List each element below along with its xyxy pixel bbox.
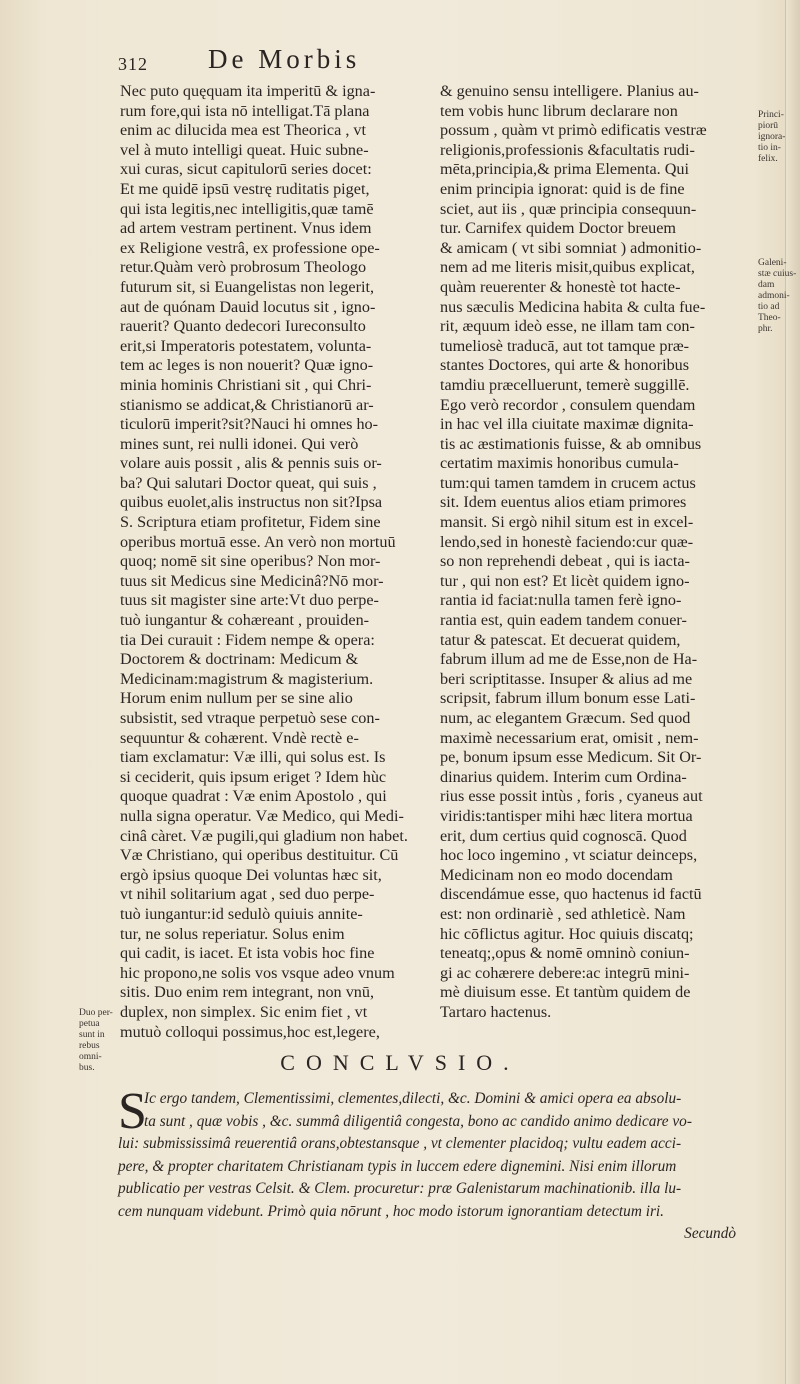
- margin-note-line: rebus: [79, 1041, 100, 1051]
- conclusio-line: lui: submississimâ reuerentiâ orans,obtestansque , vt clementer placidoq; vultu eadem acci-: [118, 1135, 682, 1152]
- text-line: tia Dei curauit : Fidem nempe & opera:: [120, 630, 375, 649]
- text-line: tuus sit Medicus sine Medicinâ?Nō mor-: [120, 571, 384, 590]
- text-line: rit, æquum ideò esse, ne illam tam con-: [440, 317, 695, 336]
- text-line: teneatq;,opus & nomē omninò coniun-: [440, 944, 690, 963]
- text-line: stantes Doctores, qui arte & honoribus: [440, 356, 690, 375]
- text-line: in hac vel illa ciuitate maximæ dignita-: [440, 415, 694, 434]
- running-head: De Morbis: [208, 44, 361, 74]
- text-line: mēta,principia,& prima Elementa. Qui: [440, 160, 690, 179]
- text-line: num, ac elegantem Græcum. Sed quod: [440, 709, 691, 727]
- margin-note-line: Princi-: [758, 110, 784, 120]
- text-line: sitis. Duo enim rem integrant, non vnū,: [120, 983, 375, 1002]
- text-line: tis ac æstimationis fuisse, & ab omnibus: [440, 434, 702, 453]
- text-line: vt nihil solitarium agat , sed duo perpe-: [120, 885, 375, 904]
- text-line: mansit. Si ergò nihil situm est in excel-: [440, 513, 694, 532]
- text-line: rius esse possit intùs , foris , cyaneus aut: [440, 787, 703, 806]
- text-line: sequuntur & cohærent. Vndè rectè e-: [120, 728, 359, 747]
- text-line: Nec puto quęquam ita imperitū & igna-: [120, 82, 376, 100]
- text-line: & amicam ( vt sibi somniat ) admonitio-: [440, 238, 702, 257]
- margin-note-line: Duo per-: [79, 1008, 113, 1018]
- text-line: nulla signa operatur. Væ Medico, qui Medi-: [120, 806, 404, 825]
- text-line: mines sunt, rei nulli idonei. Qui verò: [120, 434, 359, 453]
- text-line: gi ac cohærere debere:ac integrū mini-: [440, 963, 690, 982]
- margin-note-galenists: [758, 258, 797, 335]
- margin-note-line: sunt in: [79, 1030, 105, 1040]
- text-line: ad artem vestram pertinent. Vnus idem: [120, 219, 372, 238]
- text-line: Medicinam:magistrum & magisterium.: [120, 669, 374, 688]
- conclusio-lines: [118, 1083, 758, 1223]
- text-line: Et me quidē ipsū vestrę ruditatis piget,: [120, 179, 370, 198]
- text-line: tiam exclamatur: Væ illi, qui solus est. Is: [120, 748, 386, 767]
- conclusio-line: pere, & propter charitatem Christianam typis in luccem edere dignemini. Nisi enim illorum: [118, 1157, 677, 1175]
- text-line: xui curas, sicut capitulorū series docet:: [120, 160, 372, 179]
- text-line: enim ac dilucida mea est Theorica , vt: [120, 121, 367, 140]
- text-line: enim principia ignorat: quid is de fine: [440, 179, 685, 198]
- text-line: si ceciderit, quis ipsum eriget ? Idem hùc: [120, 767, 387, 786]
- text-line: viridis:tantisper mihi hæc litera mortua: [440, 806, 693, 825]
- text-line: hic propono,ne solis vos vsque adeo vnum: [120, 963, 395, 982]
- text-line: tamdiu præcelluerunt, temerè suggillē.: [440, 375, 690, 394]
- margin-note-line: petua: [79, 1019, 100, 1029]
- text-line: discendámue esse, quo hactenus id factū: [440, 885, 702, 904]
- text-line: so non reprehendi debeat , qui is iacta-: [440, 552, 690, 571]
- text-line: sit. Idem euentus alios etiam primores: [440, 493, 687, 512]
- margin-note-principles: [758, 110, 794, 165]
- catchword: Secundò: [684, 1225, 736, 1242]
- text-line: tem vobis hunc librum declarare non: [440, 101, 678, 120]
- text-line: sciet, aut iis , quæ principia consequun-: [440, 199, 697, 218]
- text-line: tatur & patescat. Et decuerat quidem,: [440, 630, 681, 649]
- text-line: rantia id faciat:nulla tamen ferè igno-: [440, 591, 682, 610]
- text-line: ticulorū imperit?sit?Nauci hi omnes ho-: [120, 415, 379, 434]
- text-line: futurum sit, si Euangelistas non legerit,: [120, 277, 375, 296]
- margin-note-line: phr.: [758, 324, 773, 334]
- margin-note-line: tio ad: [758, 302, 780, 312]
- text-line: tuò iungantur & cohæreant , prouiden-: [120, 611, 370, 630]
- text-line: est: non ordinariè , sed athleticè. Nam: [440, 904, 686, 923]
- text-line: qui ista legitis,nec intelligitis,quæ tamē: [120, 199, 374, 218]
- text-line: operibus mortuā esse. An verò non mortuū: [120, 532, 396, 551]
- conclusio-line: ta sunt , quæ vobis , &c. summâ diligentiâ congesta, bono ac candido animo dedicare vo-: [144, 1112, 692, 1130]
- text-line: Væ Christiano, qui operibus destituitur. Cū: [120, 846, 399, 865]
- text-line: rantia est, quin eadem tandem conuer-: [440, 611, 687, 630]
- conclusio-line: Ic ergo tandem, Clementissimi, clementes,dilecti, &c. Domini & amici opera ea absolu-: [144, 1090, 682, 1107]
- text-line: retur.Quàm verò probrosum Theologo: [120, 258, 367, 277]
- text-line: cinâ càret. Væ pugili,qui gladium non habet.: [120, 826, 408, 845]
- text-line: volare auis possit , alis & pennis suis or-: [120, 454, 382, 473]
- text-line: S. Scriptura etiam profitetur, Fidem sine: [120, 513, 381, 532]
- margin-note-line: stæ cuius-: [758, 269, 797, 279]
- text-line: Ego verò recordor , consulem quendam: [440, 395, 696, 414]
- margin-note-line: ignora-: [758, 132, 786, 142]
- text-line: erit,si Imperatoris potestatem, volunta-: [120, 336, 372, 355]
- text-line: scripsit, fabrum illum bonum esse Lati-: [440, 689, 696, 708]
- text-line: hic cōflictus agitur. Hoc quiuis discatq;: [440, 924, 694, 943]
- left-column: [120, 82, 430, 1042]
- text-line: qui cadit, is iacet. Et ista vobis hoc fine: [120, 944, 375, 963]
- text-line: aut de quónam Dauid locutus sit , igno-: [120, 297, 376, 316]
- text-line: fabrum illum ad me de Esse,non de Ha-: [440, 650, 698, 669]
- text-line: mutuò colloqui possimus,hoc est,legere,: [120, 1022, 380, 1041]
- text-line: lendo,sed in honestè faciendo:cur quæ-: [440, 532, 694, 551]
- text-line: possum , quàm vt primò edificatis vestræ: [440, 121, 707, 140]
- conclusio-line: publicatio per vestras Celsit. & Clem. procuretur: præ Galenistarum machinationib. illa lu-: [118, 1180, 682, 1197]
- margin-note-line: omni-: [79, 1052, 102, 1062]
- text-line: religionis,professionis &facultatis rudi-: [440, 140, 695, 159]
- page-header: [118, 44, 678, 80]
- text-line: hoc loco ingemino , vt sciatur deinceps,: [440, 846, 698, 865]
- right-column: [440, 82, 756, 1023]
- text-line: tur, ne solus reperiatur. Solus enim: [120, 924, 345, 943]
- text-line: & genuino sensu intelligere. Planius au-: [440, 82, 699, 100]
- text-line: quàm reuerenter & honestè tot hacte-: [440, 277, 681, 296]
- text-line: vel à muto intelligi queat. Huic subne-: [120, 140, 369, 159]
- text-line: tur. Carnifex quidem Doctor breuem: [440, 219, 676, 238]
- text-line: nem ad me literis misit,quibus explicat,: [440, 258, 695, 277]
- text-line: maximè necessarium erat, omisit , nem-: [440, 728, 699, 747]
- text-line: certatim maximis honoribus cumula-: [440, 454, 679, 473]
- text-line: quibus euolet,alis instructus non sit?Ipsa: [120, 493, 383, 512]
- text-line: Medicinam non eo modo docendam: [440, 865, 673, 884]
- margin-note-line: dam: [758, 280, 775, 290]
- text-line: dinarius quidem. Interim cum Ordina-: [440, 767, 687, 786]
- text-line: minia hominis Christiani sit , qui Chri-: [120, 375, 372, 394]
- text-line: nus sæculis Medicina habita & culta fue-: [440, 297, 706, 316]
- margin-note-line: Theo-: [758, 313, 781, 323]
- section-title: CONCLVSIO.: [280, 1050, 520, 1075]
- text-line: tum:qui tamen tamdem in crucem actus: [440, 473, 696, 492]
- text-line: ba? Qui salutari Doctor queat, qui suis ,: [120, 473, 377, 492]
- text-line: duplex, non simplex. Sic enim fiet , vt: [120, 1002, 368, 1021]
- drop-cap: S: [118, 1083, 147, 1140]
- page-edge: [785, 0, 800, 1384]
- conclusio-paragraph: [118, 1083, 758, 1246]
- conclusio-line: cem nunquam videbunt. Primò quia nōrunt , hoc modo istorum ignorantiam detectum iri.: [118, 1202, 664, 1220]
- page-number: 312: [118, 54, 148, 74]
- text-line: beri scriptitasse. Insuper & alius ad me: [440, 669, 693, 688]
- text-line: quoq; nomē sit sine operibus? Non mor-: [120, 552, 381, 571]
- margin-note-line: piorū: [758, 121, 779, 131]
- text-line: subsistit, sed vtraque perpetuò sese con-: [120, 709, 380, 727]
- text-line: Tartaro hactenus.: [440, 1002, 552, 1021]
- text-line: pe, bonum ipsum esse Medicum. Sit Or-: [440, 748, 702, 767]
- text-line: ergò ipsius quoque Dei voluntas hæc sit,: [120, 865, 382, 884]
- text-line: erit, dum certius quid cognoscā. Quod: [440, 826, 687, 845]
- text-line: tur , qui non est? Et licèt quidem igno-: [440, 571, 690, 590]
- text-line: tuus sit magister sine arte:Vt duo perpe-: [120, 591, 379, 610]
- margin-note-line: tio in-: [758, 143, 781, 153]
- text-line: quoque quadrat : Væ enim Apostolo , qui: [120, 787, 387, 806]
- margin-note-line: bus.: [79, 1063, 95, 1073]
- text-line: stianismo se addicat,& Christianorū ar-: [120, 395, 374, 414]
- text-line: tuò iungantur:id sedulò quiuis annite-: [120, 904, 363, 923]
- text-line: Doctorem & doctrinam: Medicum &: [120, 650, 359, 669]
- text-line: rum fore,qui ista nō intelligat.Tā plana: [120, 101, 370, 120]
- text-line: tem ac leges is non nouerit? Quæ igno-: [120, 356, 374, 375]
- margin-note-line: Galeni-: [758, 258, 787, 268]
- text-line: ex Religione vestrâ, ex professione ope-: [120, 238, 380, 257]
- text-line: Horum enim nullum per se sine alio: [120, 689, 353, 708]
- text-line: mè diuisum esse. Et tantùm quidem de: [440, 983, 691, 1002]
- text-line: rauerit? Quanto dedecori Iureconsulto: [120, 317, 366, 336]
- margin-note-line: felix.: [758, 154, 778, 164]
- text-line: tumeliosè traducā, aut tot tamque præ-: [440, 336, 690, 355]
- margin-note-line: admoni-: [758, 291, 790, 301]
